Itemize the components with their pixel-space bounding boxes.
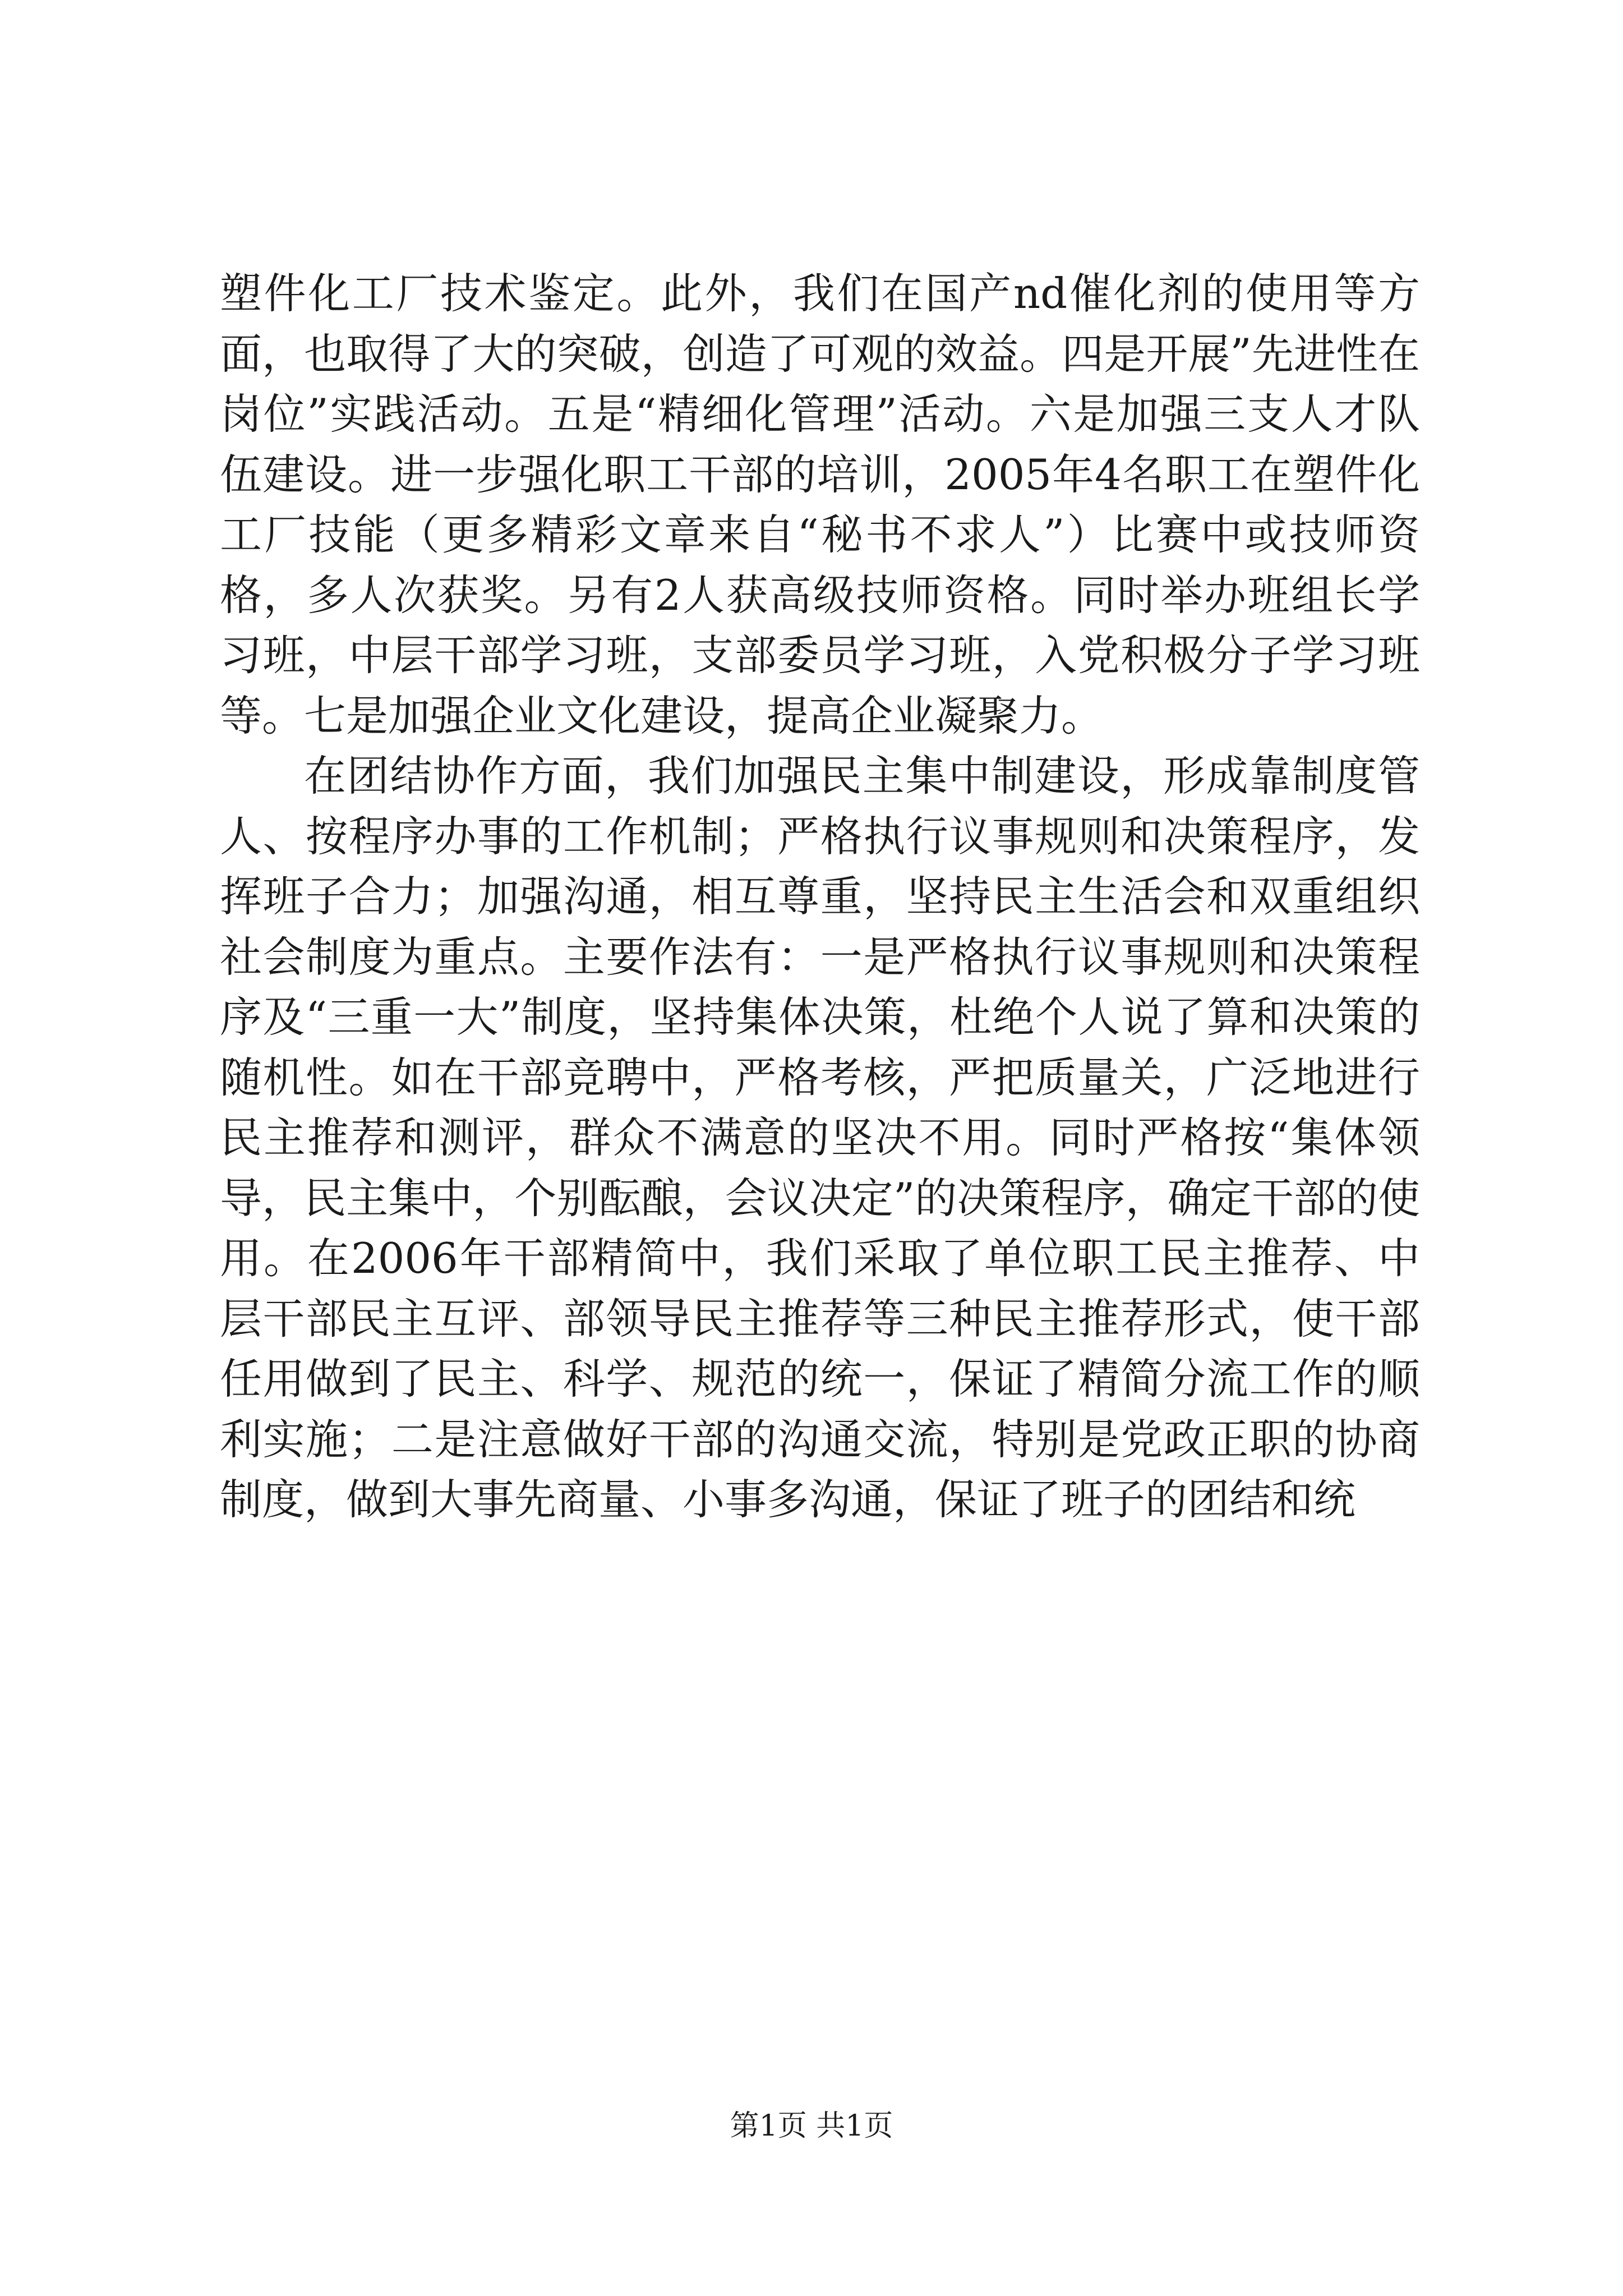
page-number-footer: 第1页 共1页 <box>730 2109 893 2143</box>
paragraph-continuation: 塑件化工厂技术鉴定。此外，我们在国产nd催化剂的使用等方面，也取得了大的突破，创造了可观的效益。四是开展”先进性在岗位”实践活动。五是“精细化管理”活动。六是加强三支人才队伍建设。进一步强化职工干部的培训，2005年4名职工在塑件化工厂技能（更多精彩文章来自“秘书不求人”）比赛中或技师资格，多人次获奖。另有2人获高级技师资格。同时举办班组长学习班，中层干部学习班，支部委员学习班，入党积极分子学习班等。七是加强企业文化建设，提高企业凝聚力。 <box>220 269 1420 740</box>
paragraph-teamwork: 在团结协作方面，我们加强民主集中制建设，形成靠制度管人、按程序办事的工作机制；严格执行议事规则和决策程序，发挥班子合力；加强沟通，相互尊重，坚持民主生活会和双重组织社会制度为重点。主要作法有：一是严格执行议事规则和决策程序及“三重一大”制度，坚持集体决策，杜绝个人说了算和决策的随机性。如在干部竞聘中，严格考核，严把质量关，广泛地进行民主推荐和测评，群众不满意的坚决不用。同时严格按“集体领导，民主集中，个别酝酿，会议决定”的决策程序，确定干部的使用。在2006年干部精简中，我们采取了单位职工民主推荐、中层干部民主互评、部领导民主推荐等三种民主推荐形式，使干部任用做到了民主、科学、规范的统一，保证了精简分流工作的顺利实施；二是注意做好干部的沟通交流，特别是党政正职的协商制度，做到大事先商量、小事多沟通，保证了班子的团结和统 <box>220 751 1420 1524</box>
document-body <box>220 264 1420 1530</box>
